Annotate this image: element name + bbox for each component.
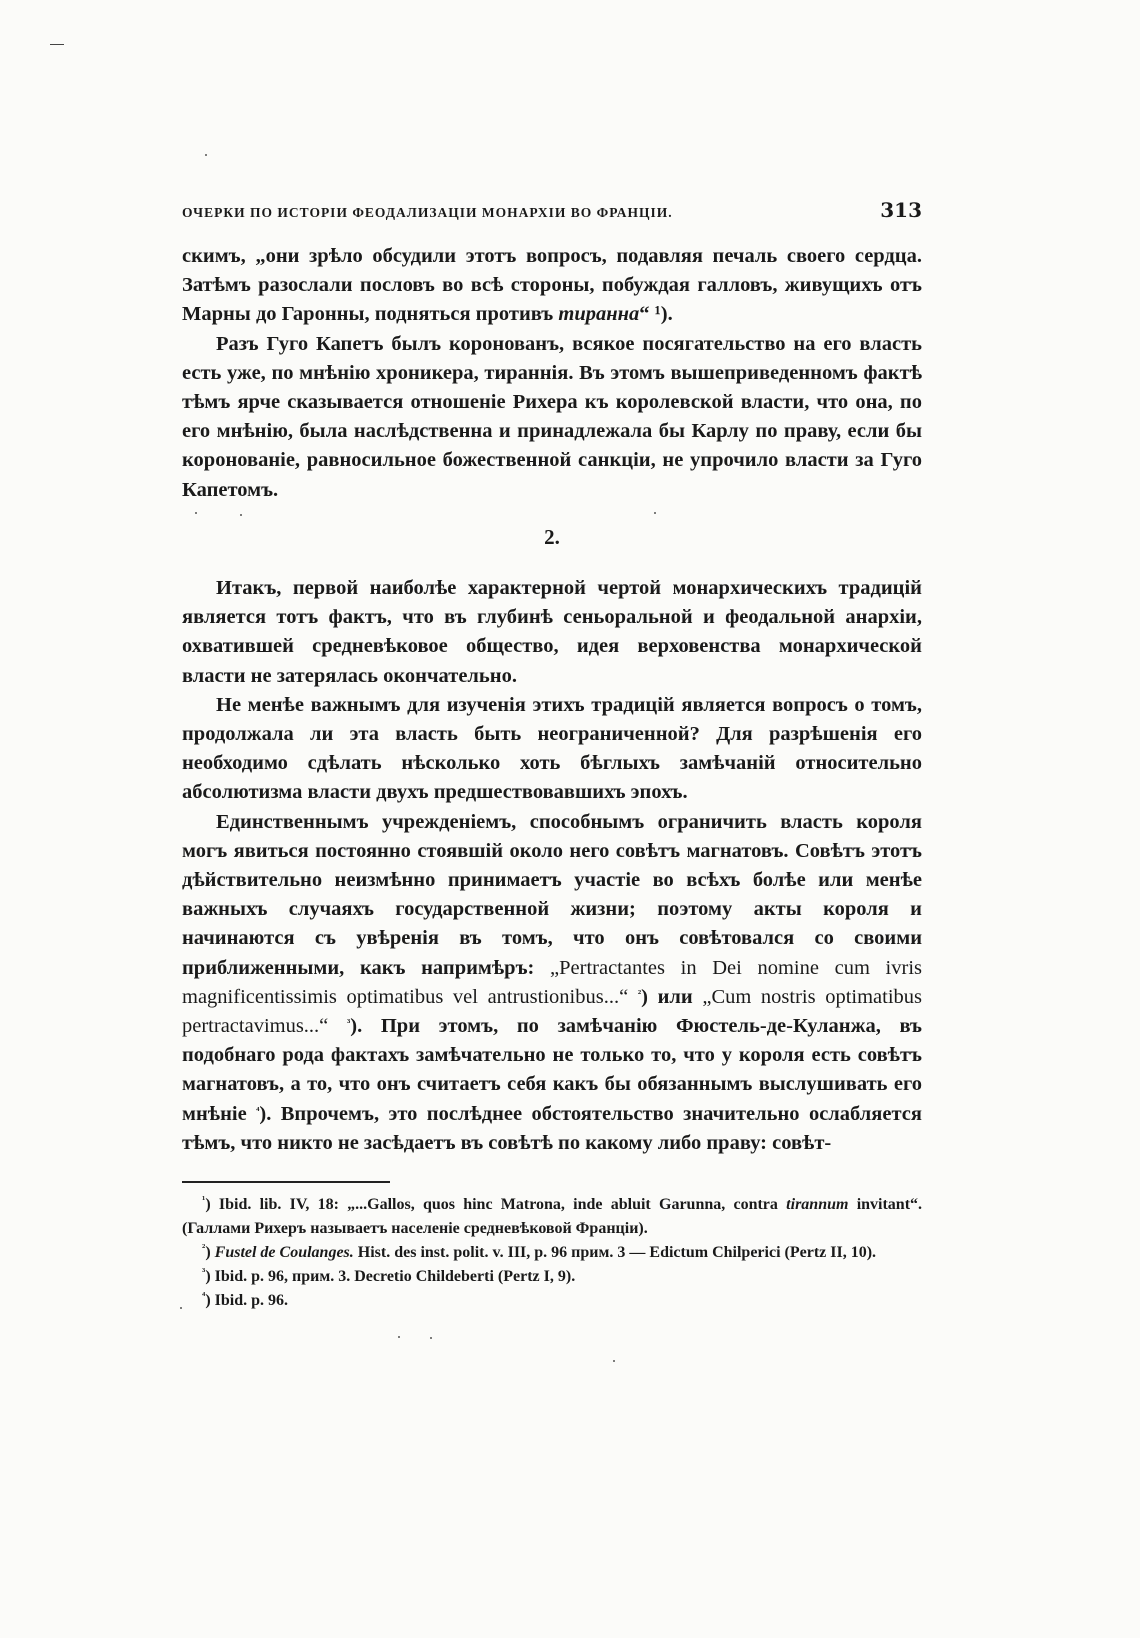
footnote-2: $^{^2}$) Fustel de Coulanges. Hist. des inst. polit. v. III, p. 96 прим. 3 — Edictum Chilperici (Pertz II, 10). — [202, 1242, 877, 1261]
scan-speck — [240, 514, 242, 516]
running-header — [182, 198, 922, 222]
footnote-3: $^{^3}$) Ibid. p. 96, прим. 3. Decretio Childeberti (Pertz I, 9). — [202, 1266, 576, 1285]
footnote-ref: ⁴ — [256, 1104, 260, 1117]
scan-speck — [205, 154, 207, 156]
paragraph-4: Не менѣе важнымъ для изученія этихъ традицій является вопросъ о томъ, продолжала ли эта власть быть неограниченной? Для разрѣшенія его необходимо сдѣлать нѣсколько хоть бѣглыхъ замѣчаній относительно абсолютизма власти двухъ предшествовавшихъ эпохъ. — [182, 693, 922, 804]
scan-mark — [50, 44, 64, 45]
footnote-1: $^{^1}$) Ibid. lib. IV, 18: „...Gallos, quos hinc Matrona, inde abluit Garunna, contra tirannum invitant“. (Галлами Рихеръ называетъ населеніе средневѣковой Франціи). — [182, 1194, 923, 1237]
scan-speck — [654, 512, 656, 514]
scan-speck — [398, 1336, 400, 1338]
scan-speck — [613, 1360, 615, 1362]
text-block-2 — [182, 574, 922, 1158]
footnotes — [182, 1193, 922, 1313]
latin-quote: „Pertractantes in Dei nomine cum ivris magnificentissimis optimatibus vel antrustionibus...“ — [182, 956, 923, 1008]
latin-quote: „Cum nostris optimatibus pertractavimus...“ — [182, 985, 923, 1038]
footnote-ref: ² — [637, 987, 642, 1000]
paragraph-2: Разъ Гуго Капетъ былъ коронованъ, всякое посягательство на его власть есть уже, по мнѣнію хроникера, тираннія. Въ этомъ вышеприведенномъ фактѣ тѣмъ ярче сказывается отношеніе Рихера къ королевской власти, что она, по его мнѣнію, была наслѣдственна и принадлежала бы Карлу по праву, если бы коронованіе, равносильное божественной санкціи, не упрочило власти за Гуго Капетомъ. — [182, 332, 922, 501]
paragraph-1: скимъ, „они зрѣло обсудили этотъ вопросъ, подавляя печаль своего сердца. Затѣмъ разослали пословъ во всѣ стороны, побуждая галловъ, живущихъ отъ Марны до Гаронны, подняться противъ тиранна“ ¹). — [182, 245, 922, 326]
footnote-ref: ³ — [346, 1017, 351, 1030]
scan-speck — [195, 512, 197, 514]
footnote-4: $^{^4}$) Ibid. p. 96. — [202, 1290, 289, 1309]
footnote-divider — [182, 1181, 390, 1183]
paragraph-3: Итакъ, первой наиболѣе характерной чертой монархическихъ традицій является тотъ фактъ, что въ глубинѣ сеньоральной и феодальной анархіи, охватившей средневѣковое общество, идея верховенства монархической власти не затерялась окончательно. — [182, 577, 922, 687]
paragraph-5: Единственнымъ учрежденіемъ, способнымъ ограничить власть короля могъ явиться постоянно стоявшій около него совѣтъ магнатовъ. Совѣтъ этотъ дѣйствительно неизмѣнно принимаетъ участіе во всѣхъ болѣе или менѣе важныхъ случаяхъ государственной жизни; поэтому акты короля и начинаются съ увѣренія въ томъ, что онъ совѣтовался со своими приближенными, какъ напримѣръ: „Pertractantes in Dei nomine cum ivris magnificentissimis optimatibus vel antrustionibus...“ $^{^2}$) или „Cum nostris optimatibus pertractavimus...“ $^{^3}$). При этомъ, по замѣчанію Фюстель-де-Куланжа, въ подобнаго рода фактахъ замѣчательно не только то, что у короля есть совѣтъ магнатовъ, а то, что онъ считаетъ себя какъ бы обязаннымъ выслушивать его мнѣніе $^{^4}$). Впрочемъ, это послѣднее обстоятельство значительно ослабляется тѣмъ, что никто не засѣдаетъ въ совѣтѣ по какому либо праву: совѣт- — [182, 810, 923, 1154]
scan-speck — [430, 1337, 432, 1339]
section-number: 2. — [544, 525, 560, 549]
page-number: 313 — [880, 198, 922, 222]
running-title: ОЧЕРКИ ПО ИСТОРІИ ФЕОДАЛИЗАЦІИ МОНАРХІИ ВО ФРАНЦІИ. — [182, 205, 673, 220]
text-block-1 — [182, 242, 922, 505]
italic-word: тиранна — [558, 303, 640, 326]
